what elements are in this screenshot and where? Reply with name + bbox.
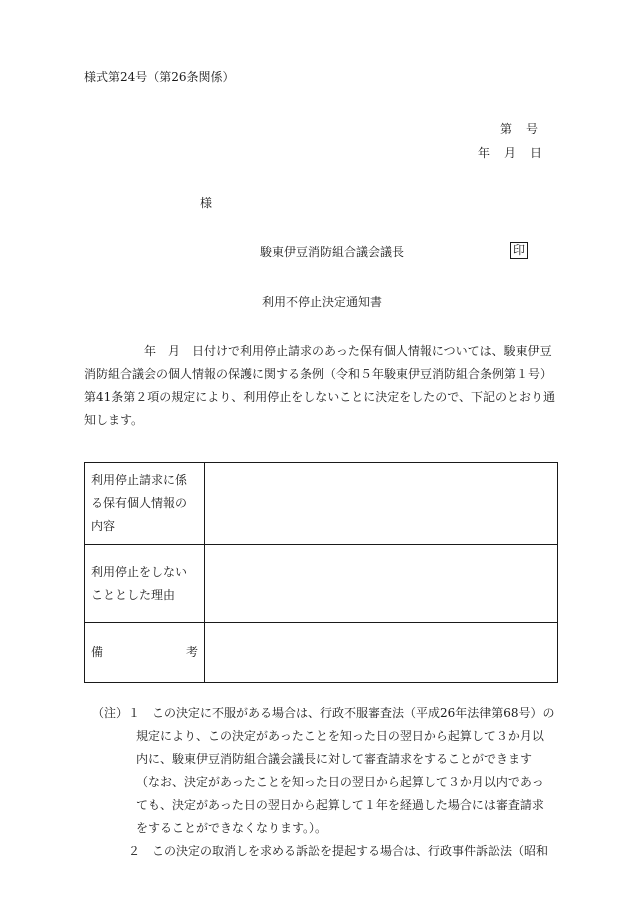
sender-name: 駿東伊豆消防組合議会議長 xyxy=(260,245,405,259)
body-line: 消防組合議会の個人情報の保護に関する条例（令和５年駿東伊豆消防組合条例第１号） xyxy=(84,367,553,381)
notes-prefix: （注） xyxy=(92,706,129,720)
row-label-remarks: 備 考 xyxy=(85,623,205,683)
note-text: をすることができなくなります。）。 xyxy=(136,821,328,835)
table-row xyxy=(85,623,558,683)
seal-mark: 印 xyxy=(510,242,528,259)
note-text: この決定に不服がある場合は、行政不服審査法（平成26年法律第68号）の xyxy=(152,706,555,720)
notes-section xyxy=(92,702,592,863)
row-value-reason xyxy=(205,545,558,623)
note-number: ２ xyxy=(128,844,141,858)
addressee-honorific: 様 xyxy=(200,196,213,210)
document-number: 第 号 xyxy=(500,122,540,136)
form-number: 様式第24号（第26条関係） xyxy=(84,70,235,84)
note-number: １ xyxy=(128,706,141,720)
document-title: 利用不停止決定通知書 xyxy=(262,295,383,309)
note-text: 規定により、この決定があったことを知った日の翌日から起算して３か月以 xyxy=(136,729,544,743)
row-label-reason: 利用停止をしない こととした理由 xyxy=(85,545,205,623)
row-label-content: 利用停止請求に係 る保有個人情報の 内容 xyxy=(85,463,205,545)
document-date: 年 月 日 xyxy=(478,146,544,160)
body-line: 第41条第２項の規定により、利用停止をしないことに決定をしたので、下記のとおり通 xyxy=(84,390,556,404)
table-row xyxy=(85,545,558,623)
note-text: 内に、駿東伊豆消防組合議会議長に対して審査請求をすることができます xyxy=(136,752,533,766)
info-table xyxy=(84,462,558,683)
note-text: （なお、決定があったことを知った日の翌日から起算して３か月以内であっ xyxy=(136,775,544,789)
note-text: この決定の取消しを求める訴訟を提起する場合は、行政事件訴訟法（昭和 xyxy=(152,844,549,858)
note-text: ても、決定があった日の翌日から起算して１年を経過した場合には審査請求 xyxy=(136,798,544,812)
body-line: 知します。 xyxy=(84,413,144,427)
row-value-content xyxy=(205,463,558,545)
table-row xyxy=(85,463,558,545)
body-paragraph xyxy=(84,340,584,432)
row-value-remarks xyxy=(205,623,558,683)
body-line: 年 月 日付けで利用停止請求のあった保有個人情報については、駿東伊豆 xyxy=(84,344,552,358)
